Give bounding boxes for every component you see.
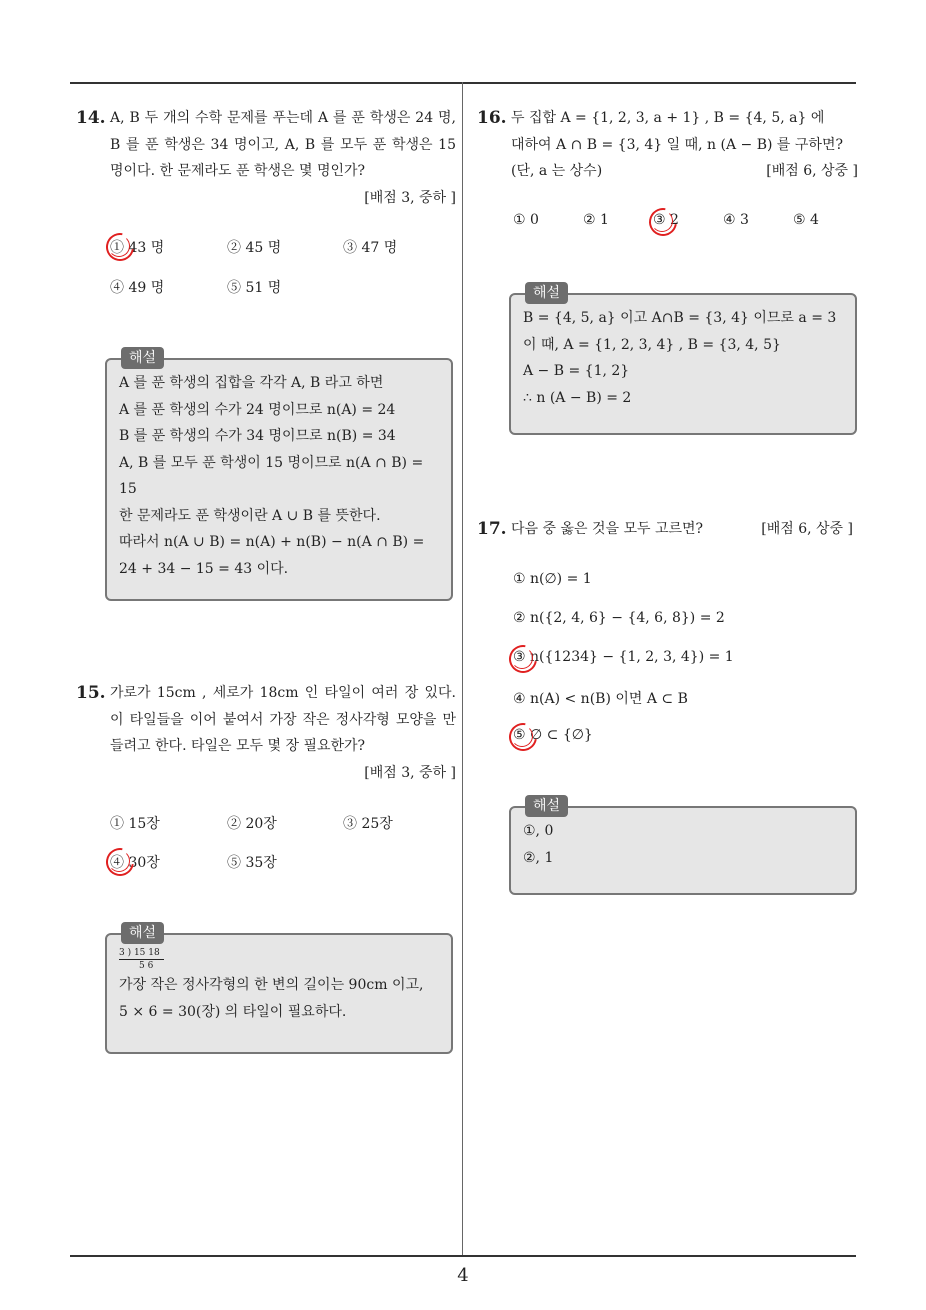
choice-4[interactable]: ④ 49 명	[110, 280, 165, 296]
choice-2[interactable]: ② 20장	[227, 816, 277, 832]
solution-line: A, B 를 모두 푼 학생이 15 명이므로 n(A ∩ B) =	[119, 454, 424, 471]
choice-2[interactable]: ② 1	[583, 212, 609, 228]
question-text: A, B 두 개의 수학 문제를 푸는데 A 를 푼 학생은 24 명, B 를 푼 학생은 34 명이고, A, B 를 모두 푼 학생은 15 명이다. 한 문제라도 푼 학생은 몇 명인가?	[110, 110, 456, 179]
solution-tag: 해설	[121, 347, 164, 369]
selected-mark-icon: ④ 30장	[110, 852, 160, 872]
solution-line: 한 문제라도 푼 학생이란 A ∪ B 를 뜻한다.	[119, 507, 381, 524]
question-number: 16.	[477, 108, 507, 128]
column-divider	[462, 82, 463, 1257]
solution-tag: 해설	[525, 795, 568, 817]
choice-5[interactable]: ⑤ 35장	[227, 855, 277, 871]
choice-4[interactable]	[110, 852, 160, 872]
score-label: [배점 3, 중하 ]	[364, 764, 456, 781]
selected-mark-icon: ① 43 명	[110, 237, 164, 257]
choice-5[interactable]: ⑤ 4	[793, 212, 819, 228]
bottom-rule	[70, 1255, 856, 1257]
selected-mark-icon: ③ n({1234} − {1, 2, 3, 4}) = 1	[513, 649, 734, 665]
question-number: 14.	[76, 108, 106, 128]
choice-5[interactable]	[513, 727, 593, 743]
score-label: [배점 3, 중하 ]	[364, 189, 456, 206]
score-label: [배점 6, 상중 ]	[766, 163, 858, 179]
solution-line: ∴ n (A − B) = 2	[523, 389, 632, 406]
solution-line: B = {4, 5, a} 이고 A∩B = {3, 4} 이므로 a = 3	[523, 310, 837, 326]
solution-tag: 해설	[121, 922, 164, 944]
solution-line: ①, 0	[523, 823, 554, 839]
choice-4[interactable]: ④ 3	[723, 212, 749, 228]
question-text-row	[511, 158, 858, 185]
question-17	[477, 516, 853, 543]
choice-2[interactable]: ② n({2, 4, 6} − {4, 6, 8}) = 2	[513, 610, 725, 626]
choice-1[interactable]: ① n(∅) = 1	[513, 571, 592, 587]
choice-5[interactable]: ⑤ 51 명	[227, 280, 282, 296]
question-16	[477, 105, 858, 185]
solution-line: 15	[119, 481, 137, 497]
selected-mark-icon: ⑤ ∅ ⊂ {∅}	[513, 727, 593, 743]
solution-line: 가장 작은 정사각형의 한 변의 길이는 90cm 이고,	[119, 977, 424, 993]
solution-box-16	[509, 285, 857, 435]
solution-box-17	[509, 798, 857, 895]
choice-1[interactable]: ① 0	[513, 212, 539, 228]
question-14	[76, 105, 456, 211]
solution-box-15	[105, 925, 453, 1054]
question-text-line: 두 집합 A = {1, 2, 3, a + 1} , B = {4, 5, a} 에	[511, 110, 825, 126]
choice-4[interactable]: ④ n(A) < n(B) 이면 A ⊂ B	[513, 691, 688, 707]
solution-line: 따라서 n(A ∪ B) = n(A) + n(B) − n(A ∩ B) =	[119, 534, 425, 550]
solution-line: B 를 푼 학생의 수가 34 명이므로 n(B) = 34	[119, 428, 396, 444]
top-rule	[70, 82, 856, 84]
score-label: [배점 6, 상중 ]	[761, 521, 853, 537]
solution-line: A 를 푼 학생의 집합을 각각 A, B 라고 하면	[119, 375, 384, 391]
page-number: 4	[457, 1265, 469, 1286]
question-text: 가로가 15cm , 세로가 18cm 인 타일이 여러 장 있다. 이 타일들을 이어 붙여서 가장 작은 정사각형 모양을 만들려고 한다. 타일은 모두 몇 장 필요한가?	[110, 685, 456, 754]
question-15	[76, 680, 456, 786]
solution-line: A − B = {1, 2}	[523, 363, 630, 379]
solution-note-bottom: 5 6	[139, 961, 154, 971]
question-text-row	[511, 516, 853, 543]
solution-line: 5 × 6 = 30(장) 의 타일이 필요하다.	[119, 1003, 347, 1020]
choice-3[interactable]	[513, 649, 734, 665]
solution-line: 이 때, A = {1, 2, 3, 4} , B = {3, 4, 5}	[523, 336, 781, 353]
solution-line: 24 + 34 − 15 = 43 이다.	[119, 560, 289, 577]
question-text-line: 대하여 A ∩ B = {3, 4} 일 때, n (A − B) 를 구하면?	[511, 136, 843, 153]
selected-mark-icon: ③ 2	[653, 212, 679, 228]
choice-3[interactable]: ③ 25장	[343, 816, 393, 832]
choice-1[interactable]	[110, 237, 164, 257]
choice-2[interactable]: ② 45 명	[227, 240, 282, 256]
solution-note	[119, 947, 439, 972]
solution-tag: 해설	[525, 282, 568, 304]
solution-box-14	[105, 350, 453, 601]
question-number: 17.	[477, 519, 507, 539]
solution-note-top: 3 ) 15 18	[119, 947, 164, 960]
question-text: 다음 중 옳은 것을 모두 고르면?	[511, 521, 704, 537]
choice-3[interactable]	[653, 212, 679, 228]
solution-line: A 를 푼 학생의 수가 24 명이므로 n(A) = 24	[119, 401, 396, 418]
choice-3[interactable]: ③ 47 명	[343, 240, 398, 256]
solution-line: ②, 1	[523, 849, 554, 866]
question-number: 15.	[76, 683, 106, 703]
choice-1[interactable]: ① 15장	[110, 816, 160, 832]
question-text-line: (단, a 는 상수)	[511, 163, 603, 179]
